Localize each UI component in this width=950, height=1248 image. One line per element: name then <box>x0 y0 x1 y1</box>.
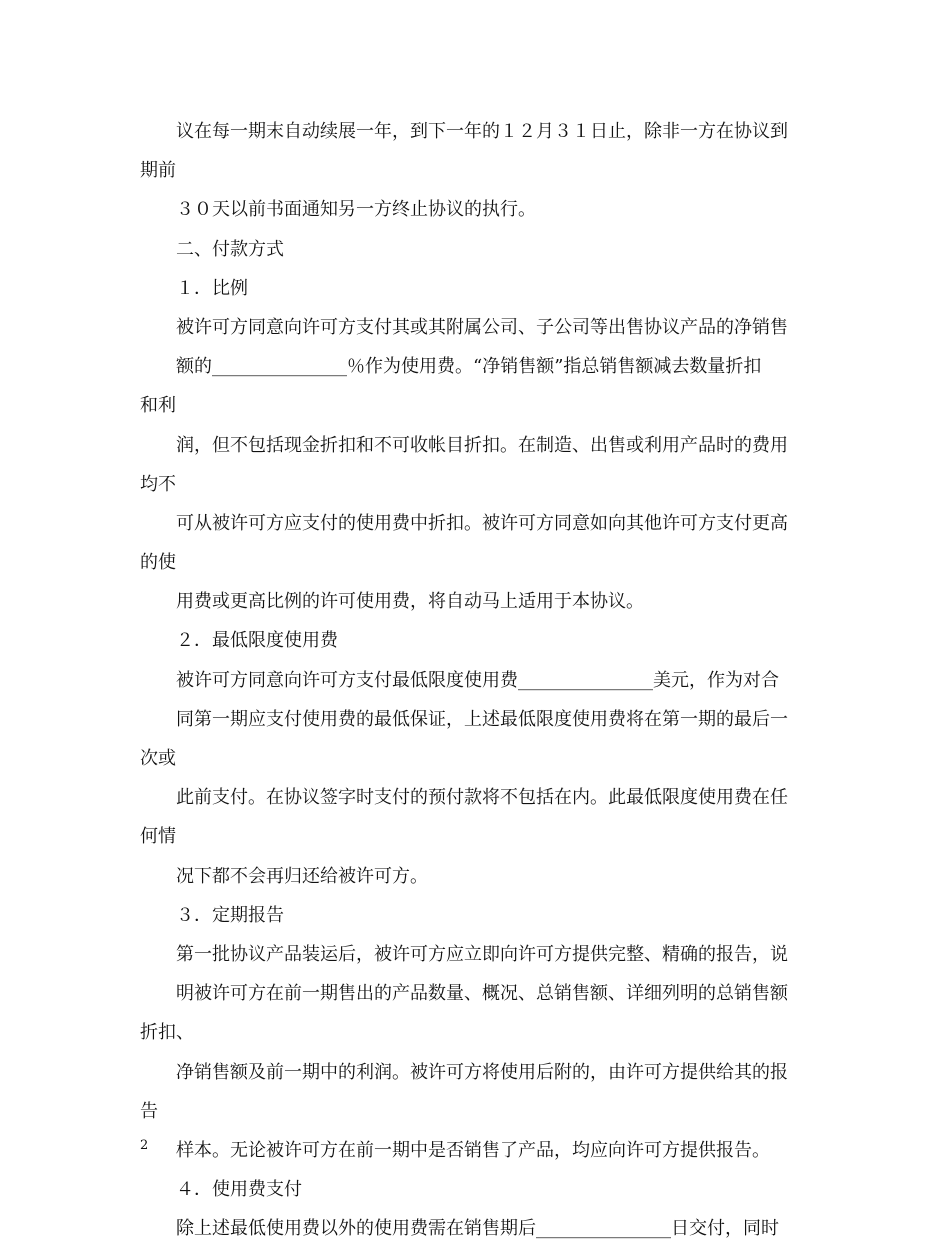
text-line: 润，但不包括现金折扣和不可收帐目折扣。在制造、出售或利用产品时的费用 <box>176 434 788 456</box>
text-line: 样本。无论被许可方在前一期中是否销售了产品，均应向许可方提供报告。 <box>176 1139 770 1161</box>
subsection-heading: ２．最低限度使用费 <box>176 630 338 652</box>
text-line: 告 <box>140 1100 158 1122</box>
text-line: 此前支付。在协议签字时支付的预付款将不包括在内。此最低限度使用费在任 <box>176 787 788 809</box>
text-line: 次或 <box>140 748 176 769</box>
text-line: 额的_______________％作为使用费。“净销售额”指总销售额减去数量折扣 <box>176 356 762 378</box>
text-line: 况下都不会再归还给被许可方。 <box>176 865 428 887</box>
section-heading: 二、付款方式 <box>176 238 284 260</box>
text-line: 议在每一期末自动续展一年，到下一年的１２月３１日止，除非一方在协议到 <box>176 121 788 142</box>
subsection-heading: ４．使用费支付 <box>176 1179 302 1201</box>
subsection-heading: ３．定期报告 <box>176 904 284 926</box>
text-line: 用费或更高比例的许可使用费，将自动马上适用于本协议。 <box>176 591 644 613</box>
text-line: 第一批协议产品装运后，被许可方应立即向许可方提供完整、精确的报告，说 <box>176 943 788 965</box>
text-line: 被许可方同意向许可方支付最低限度使用费_______________美元，作为对合 <box>176 669 779 691</box>
text-line: 除上述最低使用费以外的使用费需在销售期后_______________日交付，同时 <box>176 1218 779 1240</box>
text-line: 同第一期应支付使用费的最低保证，上述最低限度使用费将在第一期的最后一 <box>176 708 788 730</box>
document-body <box>140 112 820 1248</box>
text-line: 何情 <box>140 826 176 848</box>
text-line: 的使 <box>140 552 176 574</box>
text-line: 明被许可方在前一期售出的产品数量、概况、总销售额、详细列明的总销售额 <box>176 983 788 1005</box>
text-line: 均不 <box>140 473 176 495</box>
text-line: 和利 <box>140 395 176 417</box>
text-line: 被许可方同意向许可方支付其或其附属公司、子公司等出售协议产品的净销售 <box>176 316 788 338</box>
page-number: 2 <box>140 1138 149 1153</box>
text-line: 期前 <box>140 160 176 182</box>
text-line: 可从被许可方应支付的使用费中折扣。被许可方同意如向其他许可方支付更高 <box>176 512 788 534</box>
subsection-heading: １．比例 <box>176 277 248 299</box>
text-line: 净销售额及前一期中的利润。被许可方将使用后附的，由许可方提供给其的报 <box>176 1061 788 1083</box>
text-line: ３０天以前书面通知另一方终止协议的执行。 <box>176 199 536 221</box>
text-line: 折扣、 <box>140 1022 194 1044</box>
